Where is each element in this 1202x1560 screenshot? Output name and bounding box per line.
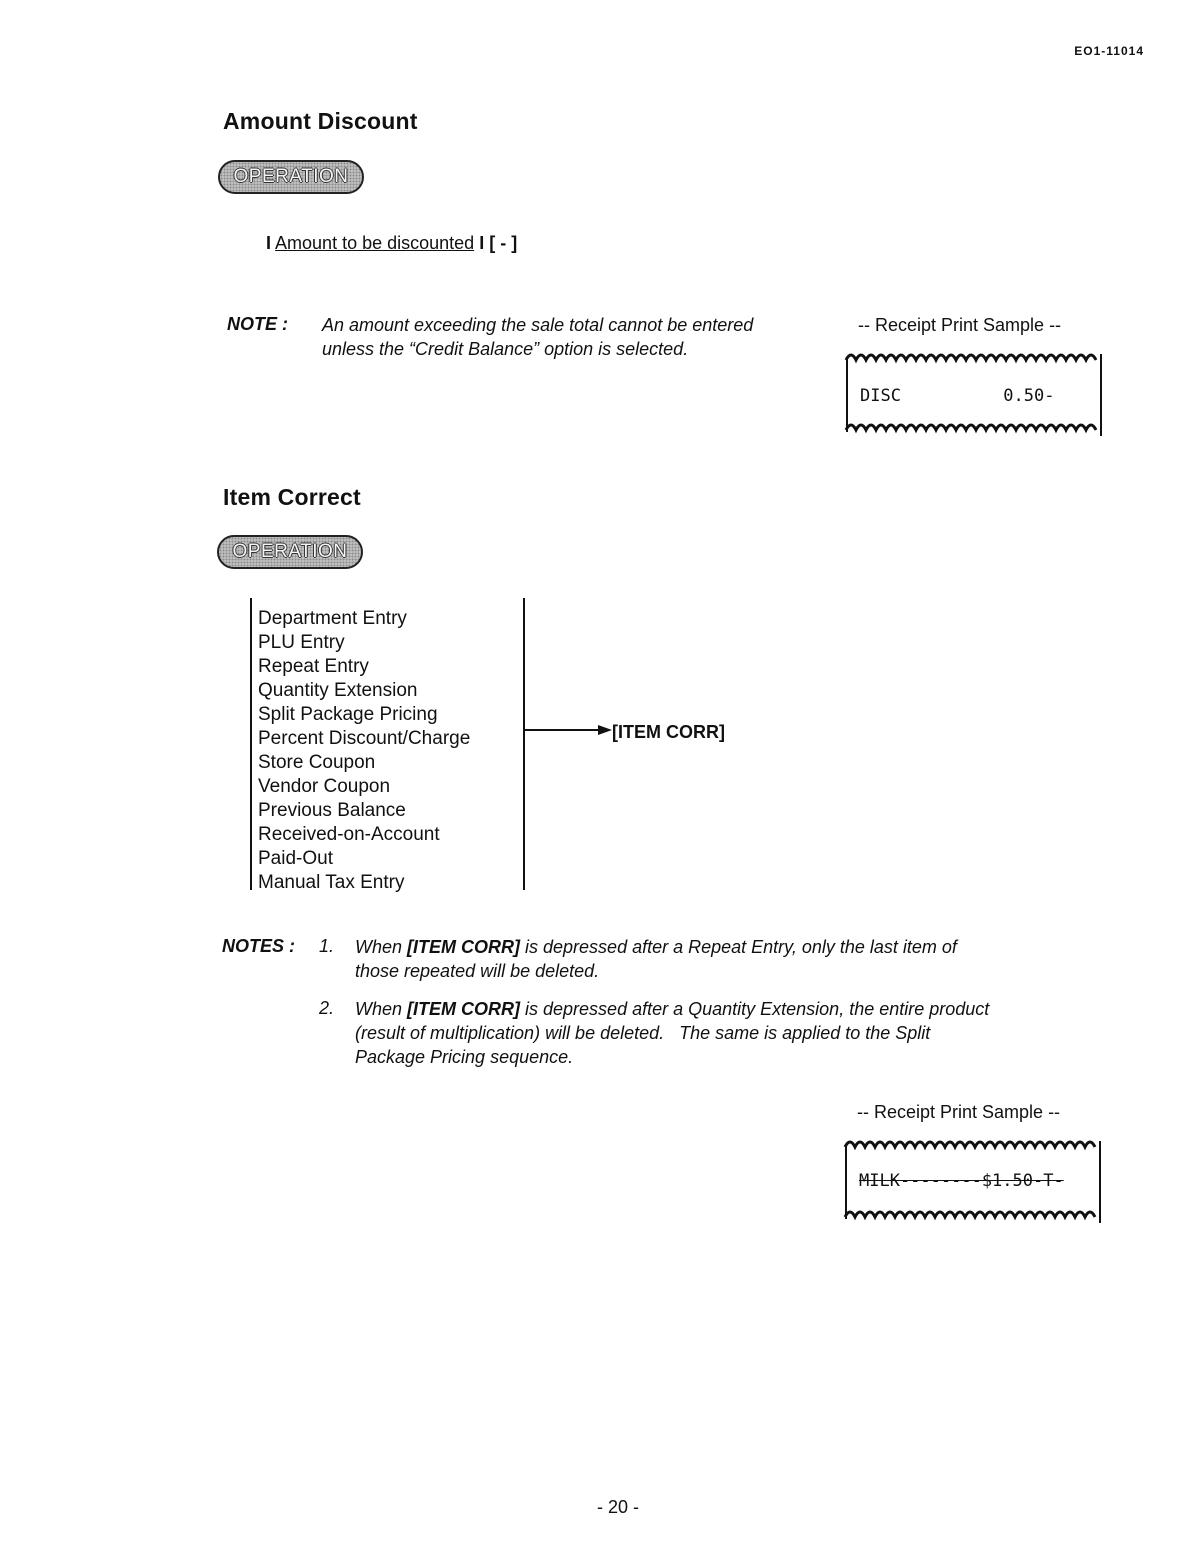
operation-badge: OPERATION (218, 160, 364, 194)
receipt-sample-milk (843, 1131, 1103, 1225)
receipt-sample-disc (844, 344, 1104, 438)
item-correct-heading: Item Correct (223, 484, 361, 510)
note-text-part: is depressed after a Quantity Extension, the entire product (520, 999, 990, 1019)
note-label: NOTE : (227, 314, 288, 334)
list-item: Vendor Coupon (258, 776, 391, 797)
list-item: PLU Entry (258, 632, 345, 653)
note-line: unless the “Credit Balance” option is selected. (322, 339, 689, 359)
receipt-line-milk-voided: MILK--------$1.50-T- (859, 1171, 1064, 1191)
note-number: 2. (319, 998, 335, 1018)
list-item: Repeat Entry (258, 656, 369, 677)
list-item: Percent Discount/Charge (258, 728, 471, 749)
sequence-bar-right: I (479, 233, 485, 253)
receipt-sample-title: -- Receipt Print Sample -- (858, 315, 1062, 335)
note-text (322, 313, 832, 361)
receipt-line-disc: DISC 0.50- (860, 386, 1055, 406)
note-2-text (355, 997, 1095, 1069)
sequence-bar-left: I (266, 233, 272, 253)
amount-to-be-discounted: Amount to be discounted (275, 233, 475, 253)
item-corr-key-ref: [ITEM CORR] (407, 999, 521, 1019)
item-corr-key-ref: [ITEM CORR] (407, 937, 521, 957)
list-item: Paid-Out (258, 848, 333, 869)
entry-list-left-rule (250, 598, 252, 890)
note-text-part: When (355, 999, 408, 1019)
list-item: Split Package Pricing (258, 704, 438, 725)
page-number: - 20 - (597, 1497, 640, 1517)
amount-discount-sequence (266, 233, 517, 254)
list-item: Previous Balance (258, 800, 406, 821)
minus-key: [ - ] (489, 233, 518, 253)
note-text-part: is depressed after a Repeat Entry, only the last item of (520, 937, 957, 957)
entry-list-right-rule (523, 598, 525, 890)
arrow-right-icon (524, 722, 614, 738)
notes-label: NOTES : (222, 936, 296, 956)
item-corr-key: [ITEM CORR] (612, 722, 725, 742)
note-text-part: Package Pricing sequence. (355, 1047, 574, 1067)
amount-discount-heading: Amount Discount (223, 108, 418, 134)
note-number: 1. (319, 936, 335, 956)
note-text-part: those repeated will be deleted. (355, 961, 600, 981)
list-item: Manual Tax Entry (258, 872, 405, 893)
list-item: Department Entry (258, 608, 407, 629)
document-code: EO1-11014 (1074, 44, 1144, 58)
note-text-part: When (355, 937, 408, 957)
note-line: An amount exceeding the sale total cannot be entered (322, 315, 754, 335)
list-item: Quantity Extension (258, 680, 418, 701)
entry-type-list (258, 607, 470, 895)
receipt-sample-title: -- Receipt Print Sample -- (857, 1102, 1061, 1122)
note-text-part: (result of multiplication) will be deleted. The same is applied to the Split (355, 1023, 931, 1043)
list-item: Received-on-Account (258, 824, 440, 845)
operation-badge: OPERATION (217, 535, 363, 569)
note-1-text (355, 935, 1095, 983)
list-item: Store Coupon (258, 752, 376, 773)
